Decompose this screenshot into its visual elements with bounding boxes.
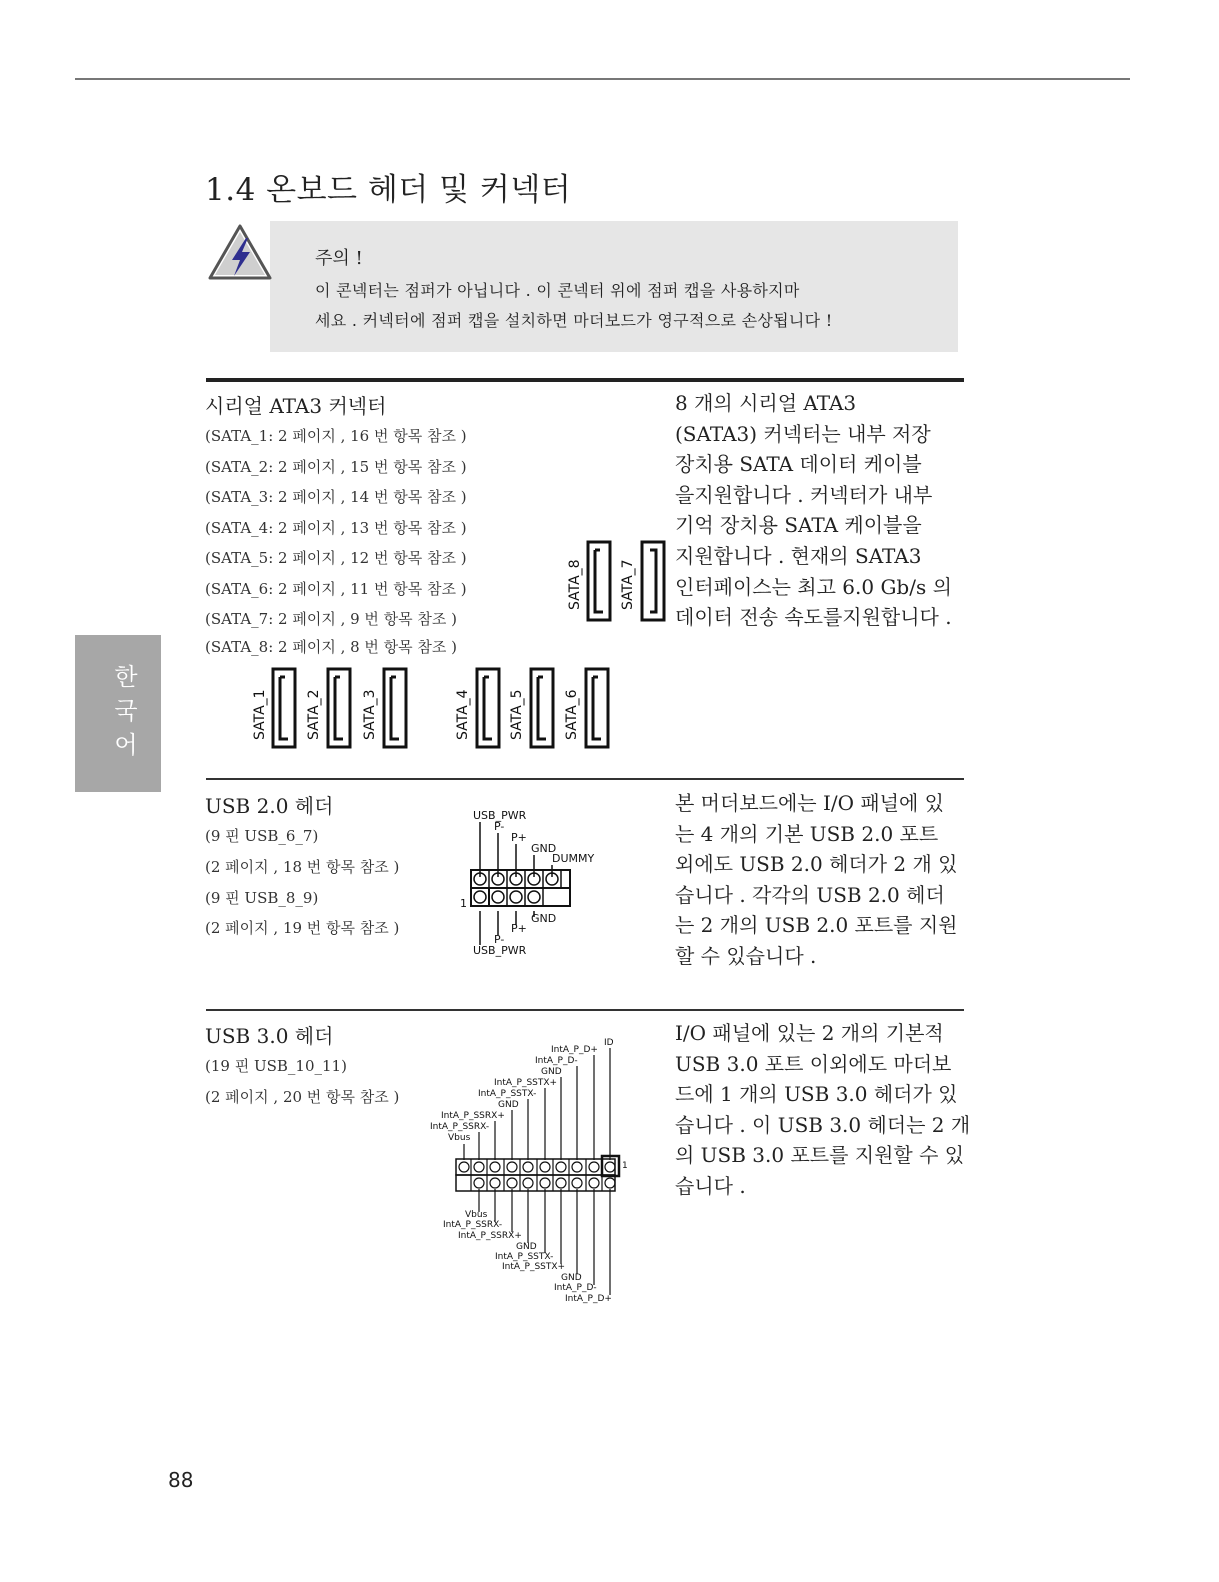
top-rule: [75, 78, 1130, 80]
sata-ref-1: (SATA_1: 2 페이지 , 16 번 항목 참조 ): [205, 427, 467, 445]
sata-4-connector: [455, 669, 499, 747]
usb3-top-label-5: IntA_P_SSTX+: [494, 1078, 558, 1088]
caution-line-1: 이 콘넥터는 점퍼가 아닙니다 . 이 콘넥터 위에 점퍼 캡을 사용하지마: [315, 281, 800, 300]
usb3-section-rule: [206, 1009, 964, 1011]
usb3-bottom-label-5: IntA_P_SSTX-: [495, 1252, 554, 1262]
usb2-ref-2: (2 페이지 , 18 번 항목 참조 ): [205, 858, 400, 876]
sata-7-connector: [642, 542, 664, 620]
p-plus-top-label: P+: [511, 831, 527, 844]
sata-2-connector: [306, 669, 350, 747]
sata-heading: 시리얼 ATA3 커넥터: [205, 394, 387, 418]
sata-3-label: SATA_3: [362, 689, 378, 740]
usb3-bottom-label-8: IntA_P_D-: [554, 1283, 597, 1293]
sata-3-connector: [362, 669, 406, 747]
usb3-bottom-label-9: IntA_P_D+: [565, 1294, 612, 1304]
usb2-header-diagram: [450, 805, 610, 960]
usb2-ref-4: (2 페이지 , 19 번 항목 참조 ): [205, 919, 400, 937]
dummy-label: DUMMY: [552, 852, 595, 865]
usb2-heading: USB 2.0 헤더: [205, 794, 334, 818]
sata-5-connector: [509, 669, 553, 747]
caution-line-2: 세요 . 커넥터에 점퍼 캡을 설치하면 마더보드가 영구적으로 손상됩니다 !: [315, 311, 833, 330]
usb2-section-rule: [206, 778, 964, 780]
sata-1-label: SATA_1: [252, 689, 268, 740]
sata-7-label: SATA_7: [620, 559, 636, 610]
sata-1-6-diagram: [245, 665, 625, 751]
usb3-bottom-label-4: GND: [516, 1242, 537, 1252]
sata-section-rule: [206, 378, 964, 382]
sata-ref-3: (SATA_3: 2 페이지 , 14 번 항목 참조 ): [205, 488, 467, 506]
sata-6-connector: [564, 669, 608, 747]
usb3-top-label-7: GND: [498, 1100, 519, 1110]
p-plus-bottom-label: P+: [511, 922, 527, 935]
p-minus-top-label: P-: [494, 820, 505, 833]
usb2-description: 본 머더보드에는 I/O 패널에 있 는 4 개의 기본 USB 2.0 포트 외에도 USB 2.0 헤더가 2 개 있 습니다 . 각각의 USB 2.0 헤더 는 2 개의 USB 2.0 포트를 지원 할 수 있습니다 .: [675, 791, 958, 968]
usb3-header-diagram: [420, 1032, 640, 1307]
sata-ref-2: (SATA_2: 2 페이지 , 15 번 항목 참조 ): [205, 458, 467, 476]
gnd-bottom-label: GND: [531, 912, 557, 925]
sata-8-connector: [588, 542, 610, 620]
usb-pwr-top-label: USB_PWR: [473, 809, 527, 822]
sata-4-label: SATA_4: [455, 689, 471, 740]
usb3-top-label-6: IntA_P_SSTX-: [478, 1089, 537, 1099]
p-minus-bottom-label: P-: [494, 933, 505, 946]
usb2-ref-1: (9 핀 USB_6_7): [205, 827, 319, 845]
sata-8-label: SATA_8: [567, 559, 583, 610]
usb3-bottom-label-3: IntA_P_SSRX+: [458, 1231, 522, 1241]
usb-pwr-bottom-label: USB_PWR: [473, 944, 527, 957]
warning-icon: [206, 222, 272, 282]
usb3-top-label-10: Vbus: [448, 1133, 471, 1143]
usb3-bottom-label-7: GND: [561, 1273, 582, 1283]
pin-1-label: 1: [460, 897, 467, 910]
sata-description: 8 개의 시리얼 ATA3 (SATA3) 커넥터는 내부 저장 장치용 SATA 데이터 케이블 을지원합니다 . 커넥터가 내부 기억 장치용 SATA 케이블을 지원합니다 . 현재의 SATA3 인터페이스는 최고 6.0 Gb/s 의 데이터 전송 속도를지원합니다 .: [675, 391, 952, 630]
usb3-pin-1-label: 1: [622, 1161, 628, 1171]
usb2-ref-3: (9 핀 USB_8_9): [205, 889, 319, 907]
usb3-ref-2: (2 페이지 , 20 번 항목 참조 ): [205, 1088, 400, 1106]
usb3-bottom-label-2: IntA_P_SSRX-: [443, 1220, 503, 1230]
usb3-top-label-8: IntA_P_SSRX+: [441, 1111, 505, 1121]
side-language-label: 한 국 어: [114, 663, 138, 759]
usb3-top-label-1: ID: [604, 1038, 614, 1048]
usb3-bottom-label-1: Vbus: [465, 1210, 488, 1220]
sata-2-label: SATA_2: [306, 689, 322, 740]
usb3-ref-1: (19 핀 USB_10_11): [205, 1057, 347, 1075]
usb3-top-label-4: GND: [541, 1067, 562, 1077]
sata-5-label: SATA_5: [509, 689, 525, 740]
usb3-top-label-9: IntA_P_SSRX-: [430, 1122, 490, 1132]
usb3-top-label-2: IntA_P_D+: [551, 1045, 598, 1055]
sata-ref-6: (SATA_6: 2 페이지 , 11 번 항목 참조 ): [205, 580, 467, 598]
sata-ref-4: (SATA_4: 2 페이지 , 13 번 항목 참조 ): [205, 519, 467, 537]
usb3-top-label-3: IntA_P_D-: [535, 1056, 578, 1066]
sata-ref-7: (SATA_7: 2 페이지 , 9 번 항목 참조 ): [205, 610, 458, 628]
usb3-bottom-label-6: IntA_P_SSTX+: [502, 1262, 566, 1272]
caution-title: 주의 !: [315, 248, 363, 269]
usb3-heading: USB 3.0 헤더: [205, 1024, 334, 1048]
sata-ref-5: (SATA_5: 2 페이지 , 12 번 항목 참조 ): [205, 549, 467, 567]
gnd-top-label: GND: [531, 842, 557, 855]
page-number: 88: [168, 1468, 194, 1492]
usb3-description: I/O 패널에 있는 2 개의 기본적 USB 3.0 포트 이외에도 마더보 드에 1 개의 USB 3.0 헤더가 있 습니다 . 이 USB 3.0 헤더는 2 개 의 USB 3.0 포트를 지원할 수 있 습니다 .: [675, 1021, 971, 1198]
sata-7-8-diagram: [560, 538, 670, 624]
sata-1-connector: [252, 669, 295, 747]
sata-ref-8: (SATA_8: 2 페이지 , 8 번 항목 참조 ): [205, 638, 458, 656]
sata-6-label: SATA_6: [564, 689, 580, 740]
section-title: 1.4 온보드 헤더 및 커넥터: [205, 172, 572, 208]
